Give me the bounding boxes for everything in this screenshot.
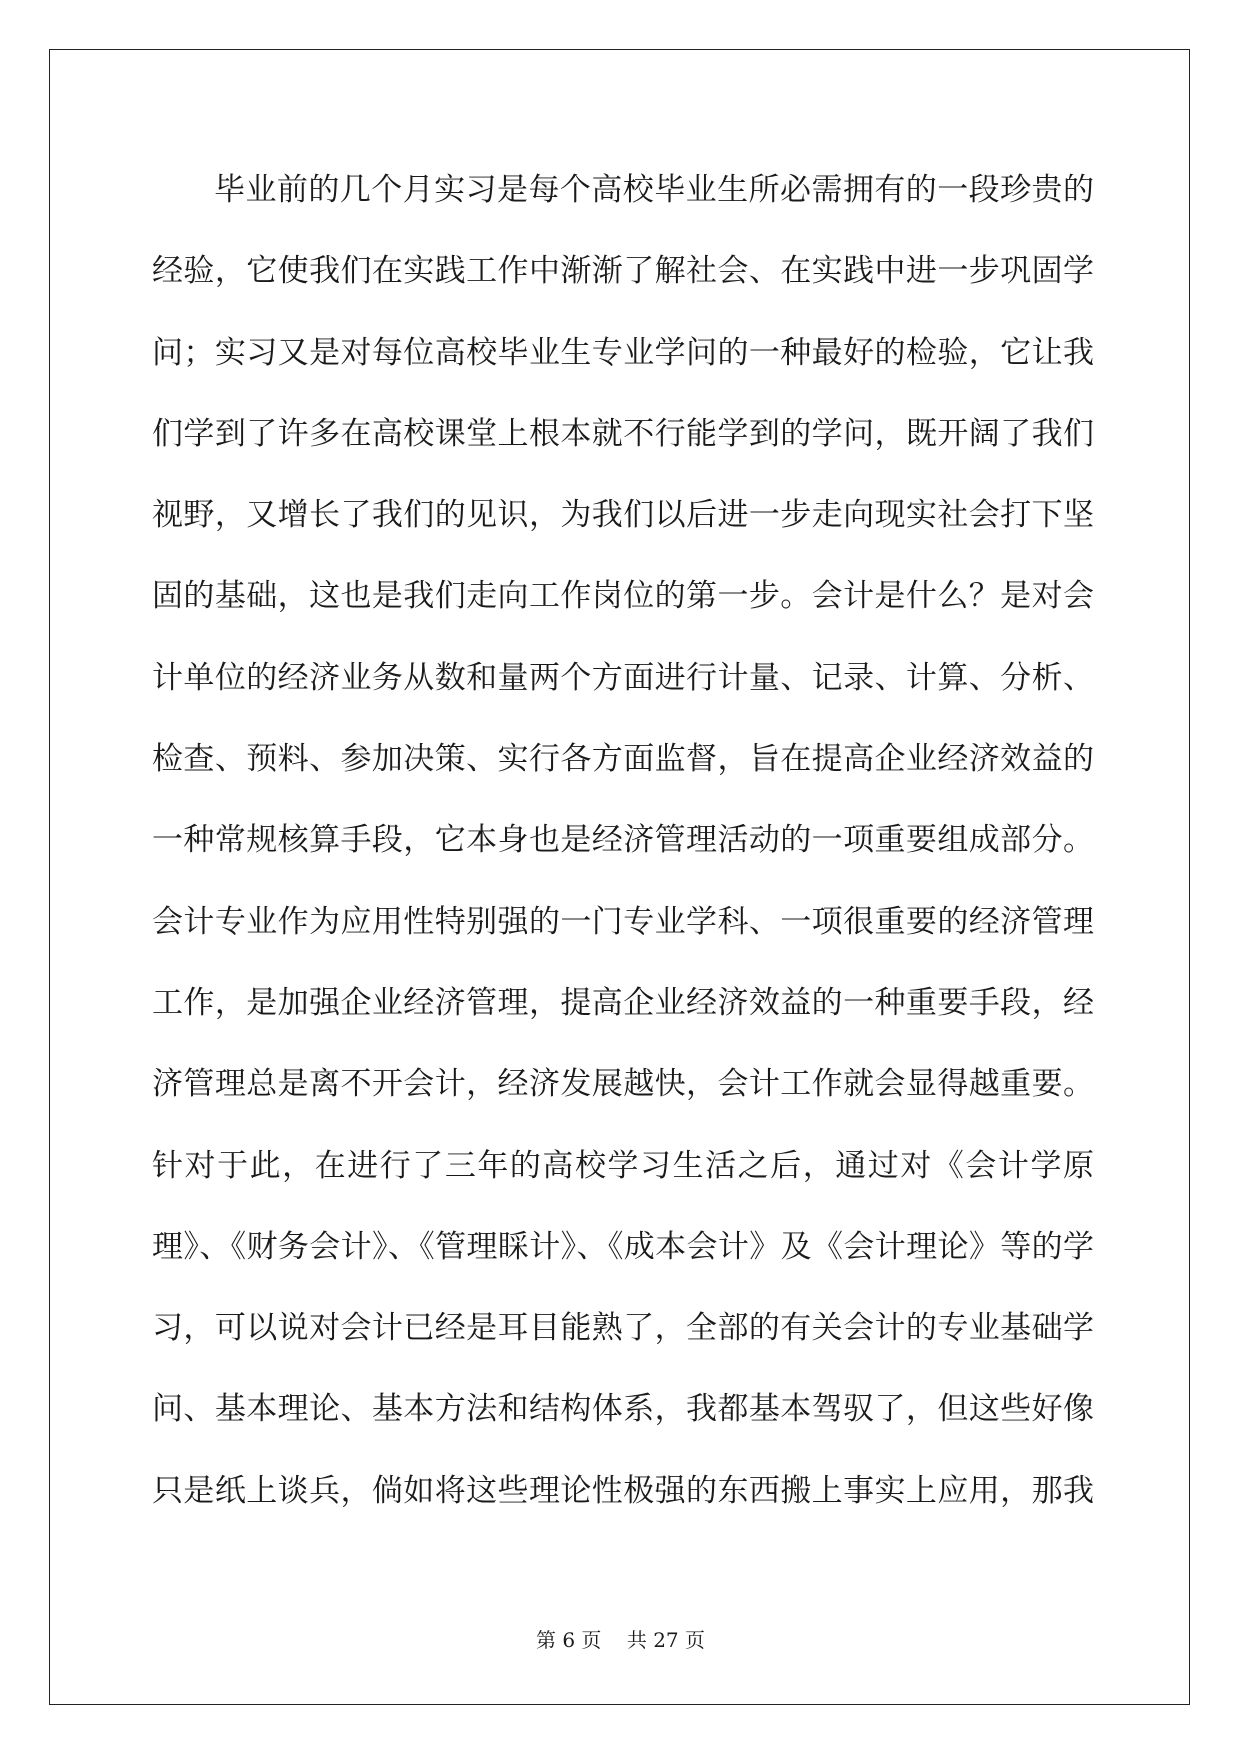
text-line: 工作，是加强企业经济管理，提高企业经济效益的一种重要手段，经: [152, 984, 1094, 1021]
text-line: 针对于此，在进行了三年的高校学习生活之后，通过对《会计学原: [152, 1147, 1094, 1184]
text-line: 视野，又增长了我们的见识，为我们以后进一步走向现实社会打下坚: [152, 497, 1094, 534]
text-line: 计单位的经济业务从数和量两个方面进行计量、记录、计算、分析、: [152, 659, 1094, 696]
text-line: 检查、预料、参加决策、实行各方面监督，旨在提高企业经济效益的: [152, 741, 1094, 778]
text-line: 一种常规核算手段，它本身也是经济管理活动的一项重要组成部分。: [152, 822, 1094, 859]
body-paragraph: [152, 163, 1094, 1545]
text-line: 只是纸上谈兵，倘如将这些理论性极强的东西搬上事实上应用，那我: [152, 1472, 1094, 1509]
text-line: 经验，它使我们在实践工作中渐渐了解社会、在实践中进一步巩固学: [152, 253, 1094, 290]
text-line: 济管理总是离不开会计，经济发展越快，会计工作就会显得越重要。: [152, 1066, 1094, 1103]
text-line: 习，可以说对会计已经是耳目能熟了，全部的有关会计的专业基础学: [152, 1310, 1094, 1347]
text-line: 固的基础，这也是我们走向工作岗位的第一步。会计是什么？是对会: [152, 578, 1094, 615]
text-line: 们学到了许多在高校课堂上根本就不行能学到的学问，既开阔了我们: [152, 415, 1094, 452]
text-line: 问、基本理论、基本方法和结构体系，我都基本驾驭了，但这些好像: [152, 1391, 1094, 1428]
text-line: 问；实习又是对每位高校毕业生专业学问的一种最好的检验，它让我: [152, 334, 1094, 371]
text-line: 毕业前的几个月实习是每个高校毕业生所必需拥有的一段珍贵的: [214, 172, 1094, 208]
text-line: 理》、《财务会计》、《管理睬计》、《成本会计》及《会计理论》等的学: [152, 1228, 1094, 1265]
page-number-footer: 第 6 页 共 27 页: [535, 1628, 706, 1652]
text-line: 会计专业作为应用性特别强的一门专业学科、一项很重要的经济管理: [152, 903, 1094, 940]
